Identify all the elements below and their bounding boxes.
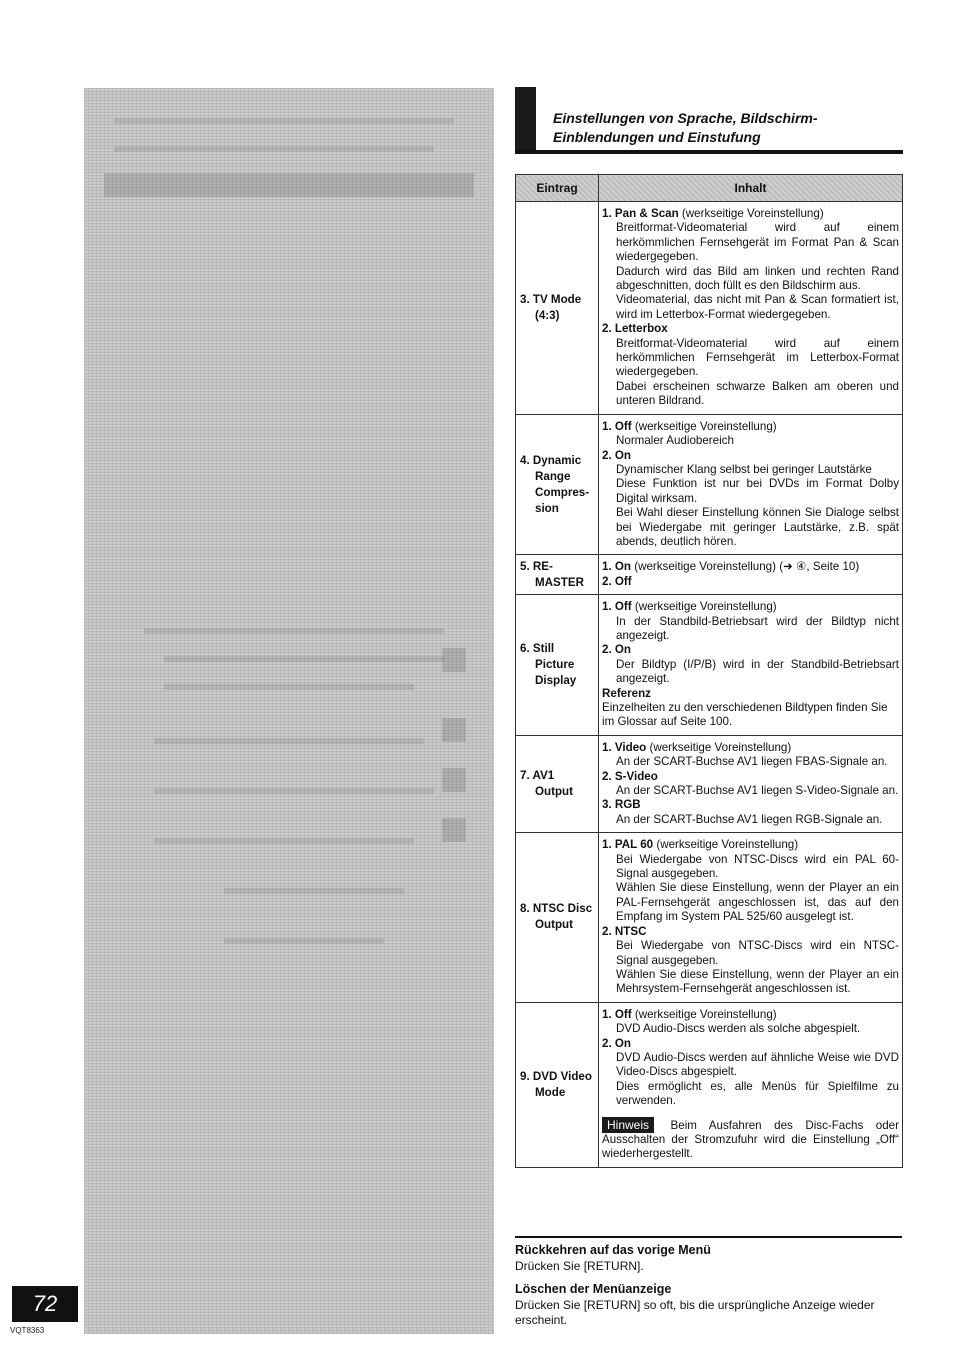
note-badge: Hinweis [602, 1117, 654, 1133]
setting-item-cell [516, 414, 599, 555]
option-line [602, 560, 899, 574]
faded-text-line [154, 738, 424, 744]
faded-heading-block [104, 173, 474, 197]
column-header-eintrag: Eintrag [516, 175, 599, 202]
option-line [602, 322, 899, 336]
setting-item-cell [516, 595, 599, 736]
option-line [602, 798, 899, 812]
setting-content-cell [599, 555, 903, 595]
option-label: 2. On [602, 448, 631, 462]
return-text: Drücken Sie [RETURN]. [515, 1259, 644, 1273]
option-note: (werkseitige Voreinstellung) [653, 838, 799, 852]
table-row [516, 735, 903, 832]
option-note: (werkseitige Voreinstellung) [631, 1007, 777, 1021]
option-label: 1. Off [602, 419, 632, 433]
option-line [602, 741, 899, 755]
section-title: Einstellungen von Sprache, Bildschirm-Einblendungen und Einstufung [553, 110, 818, 145]
option-label: 3. RGB [602, 798, 641, 812]
option-description: Bei Wahl dieser Einstellung können Sie Dialoge selbst bei Wiedergabe mit geringer Lautstärke, z.B. spät abends, deutlich hören. [616, 506, 899, 548]
faded-page-area [84, 88, 494, 1334]
setting-item-cell [516, 1002, 599, 1167]
table-row [516, 555, 903, 595]
return-heading: Rückkehren auf das vorige Menü [515, 1243, 711, 1257]
footer-rule [515, 1236, 902, 1238]
setting-item-label: 3. TV Mode (4:3) [520, 292, 582, 322]
table-row [516, 833, 903, 1002]
setting-item-label: 6. Still Picture Display [520, 641, 577, 687]
column-header-inhalt: Inhalt [599, 175, 903, 202]
setting-item-cell [516, 555, 599, 595]
table-row [516, 595, 903, 736]
option-line [602, 838, 899, 852]
option-description: Bei Wiedergabe von NTSC-Discs wird ein NTSC-Signal ausgegeben. [616, 939, 899, 967]
option-description: Wählen Sie diese Einstellung, wenn der Player an ein Mehrsystem-Fernsehgerät angeschlossen ist. [616, 967, 899, 996]
option-description: Dynamischer Klang selbst bei geringer Lautstärke [616, 462, 872, 476]
setting-item-cell [516, 202, 599, 415]
faded-text-line [114, 146, 434, 152]
setting-content-cell [599, 202, 903, 415]
option-line [602, 207, 899, 221]
option-description: Videomaterial, das nicht mit Pan & Scan formatiert ist, wird im Letterbox-Format wiedergegeben. [616, 293, 899, 321]
setting-item-label: 7. AV1 Output [520, 769, 573, 799]
table-row [516, 1002, 903, 1167]
faded-text-line [154, 788, 434, 794]
option-line [602, 449, 899, 463]
clear-menu-text: Drücken Sie [RETURN] so oft, bis die ursprüngliche Anzeige wieder erscheint. [515, 1298, 875, 1327]
option-label: 1. Pan & Scan [602, 207, 679, 220]
option-description: Wählen Sie diese Einstellung, wenn der Player an ein PAL-Fernsehgerät angeschlossen ist, das auf den Empfang im System PAL 525/60 ausgelegt ist. [616, 881, 899, 924]
option-line [602, 575, 899, 589]
setting-content-cell [599, 414, 903, 555]
faded-text-line [164, 684, 414, 690]
faded-text-line [114, 118, 454, 124]
option-label: 1. Off [602, 600, 632, 614]
option-description: Dies ermöglicht es, alle Menüs für Spielfilme zu verwenden. [616, 1079, 899, 1108]
option-label: 2. On [602, 1036, 631, 1050]
table-row [516, 414, 903, 555]
faded-icon [442, 768, 466, 792]
reference-heading: Referenz [602, 686, 651, 700]
faded-text-line [154, 838, 414, 844]
option-description: Breitformat-Videomaterial wird auf einem herkömmlichen Fernsehgerät im Format Pan & Scan wiedergegeben. [616, 221, 899, 264]
setting-item-label: 9. DVD Video Mode [520, 1069, 592, 1099]
section-title-rule [515, 150, 903, 154]
faded-text-line [224, 938, 384, 944]
option-description: DVD Audio-Discs werden als solche abgespielt. [616, 1022, 861, 1036]
faded-text-line [224, 888, 404, 894]
option-description: Breitformat-Videomaterial wird auf einem herkömmlichen Fernsehgerät im Letterbox-Format wiedergegeben. [616, 336, 899, 379]
faded-icon [442, 648, 466, 672]
option-description: Diese Funktion ist nur bei DVDs im Format Dolby Digital wirksam. [616, 477, 899, 505]
option-label: 2. NTSC [602, 924, 647, 938]
option-label: 1. PAL 60 [602, 838, 654, 852]
table-header-row [516, 175, 903, 202]
faded-icon [442, 718, 466, 742]
setting-item-label: 5. RE-MASTER [520, 559, 584, 589]
option-line [602, 925, 899, 939]
option-label: 1. Video [602, 740, 647, 754]
document-code: VQT8363 [10, 1326, 45, 1335]
option-line [602, 600, 899, 614]
page-number: 72 [12, 1286, 78, 1322]
option-description: Dabei erscheinen schwarze Balken am oberen und unteren Bildrand. [616, 379, 899, 408]
option-label: 2. S-Video [602, 769, 658, 783]
option-line [602, 643, 899, 657]
option-description: An der SCART-Buchse AV1 liegen S-Video-Signale an. [616, 784, 899, 798]
option-description: DVD Audio-Discs werden auf ähnliche Weise wie DVD Video-Discs abgespielt. [616, 1050, 899, 1079]
option-label: 1. Off [602, 1007, 632, 1021]
option-line [602, 770, 899, 784]
faded-icon [442, 818, 466, 842]
setting-content-cell [599, 735, 903, 832]
option-description: An der SCART-Buchse AV1 liegen RGB-Signale an. [616, 812, 883, 826]
setting-item-label: 8. NTSC Disc Output [520, 902, 593, 932]
option-line [602, 1008, 899, 1022]
option-note: (werkseitige Voreinstellung) [631, 419, 777, 433]
setting-content-cell [599, 1002, 903, 1167]
note-text: Beim Ausfahren des Disc-Fachs oder Ausschalten der Stromzufuhr wird die Einstellung „Off“ wiederhergestellt. [602, 1118, 899, 1161]
option-description: Bei Wiedergabe von NTSC-Discs wird ein PAL 60-Signal ausgegeben. [616, 852, 899, 881]
option-description: An der SCART-Buchse AV1 liegen FBAS-Signale an. [616, 755, 888, 769]
faded-text-line [144, 628, 444, 634]
table-row [516, 202, 903, 415]
option-note: (werkseitige Voreinstellung) [646, 740, 792, 754]
option-note: (werkseitige Voreinstellung) [678, 207, 824, 220]
option-label: 2. Off [602, 574, 632, 588]
faded-text-line [164, 656, 444, 662]
option-note: (werkseitige Voreinstellung) [631, 600, 777, 614]
setting-content-cell [599, 595, 903, 736]
table-body [516, 202, 903, 1168]
option-description: Der Bildtyp (I/P/B) wird in der Standbild-Betriebsart angezeigt. [616, 657, 899, 686]
option-line [602, 1037, 899, 1051]
setting-item-cell [516, 833, 599, 1002]
option-note: (werkseitige Voreinstellung) (➜ ④, Seite 10) [631, 560, 860, 574]
option-description: Dadurch wird das Bild am linken und rechten Rand abgeschnitten, doch füllt es den Bildschirm aus. [616, 264, 899, 293]
clear-menu-heading: Löschen der Menüanzeige [515, 1282, 672, 1296]
option-label: 2. On [602, 643, 631, 657]
option-label: 2. Letterbox [602, 322, 668, 336]
option-description: Normaler Audiobereich [616, 434, 734, 448]
setting-item-cell [516, 735, 599, 832]
note-block [602, 1113, 899, 1162]
reference-text: Einzelheiten zu den verschiedenen Bildtypen finden Sie im Glossar auf Seite 100. [602, 701, 888, 729]
settings-table [515, 174, 903, 1168]
setting-item-label: 4. Dynamic Range Compres-sion [520, 453, 590, 515]
option-label: 1. On [602, 560, 631, 574]
setting-content-cell [599, 833, 903, 1002]
option-line [602, 420, 899, 434]
section-marker-bar [515, 87, 536, 153]
option-description: In der Standbild-Betriebsart wird der Bildtyp nicht angezeigt. [616, 614, 899, 642]
